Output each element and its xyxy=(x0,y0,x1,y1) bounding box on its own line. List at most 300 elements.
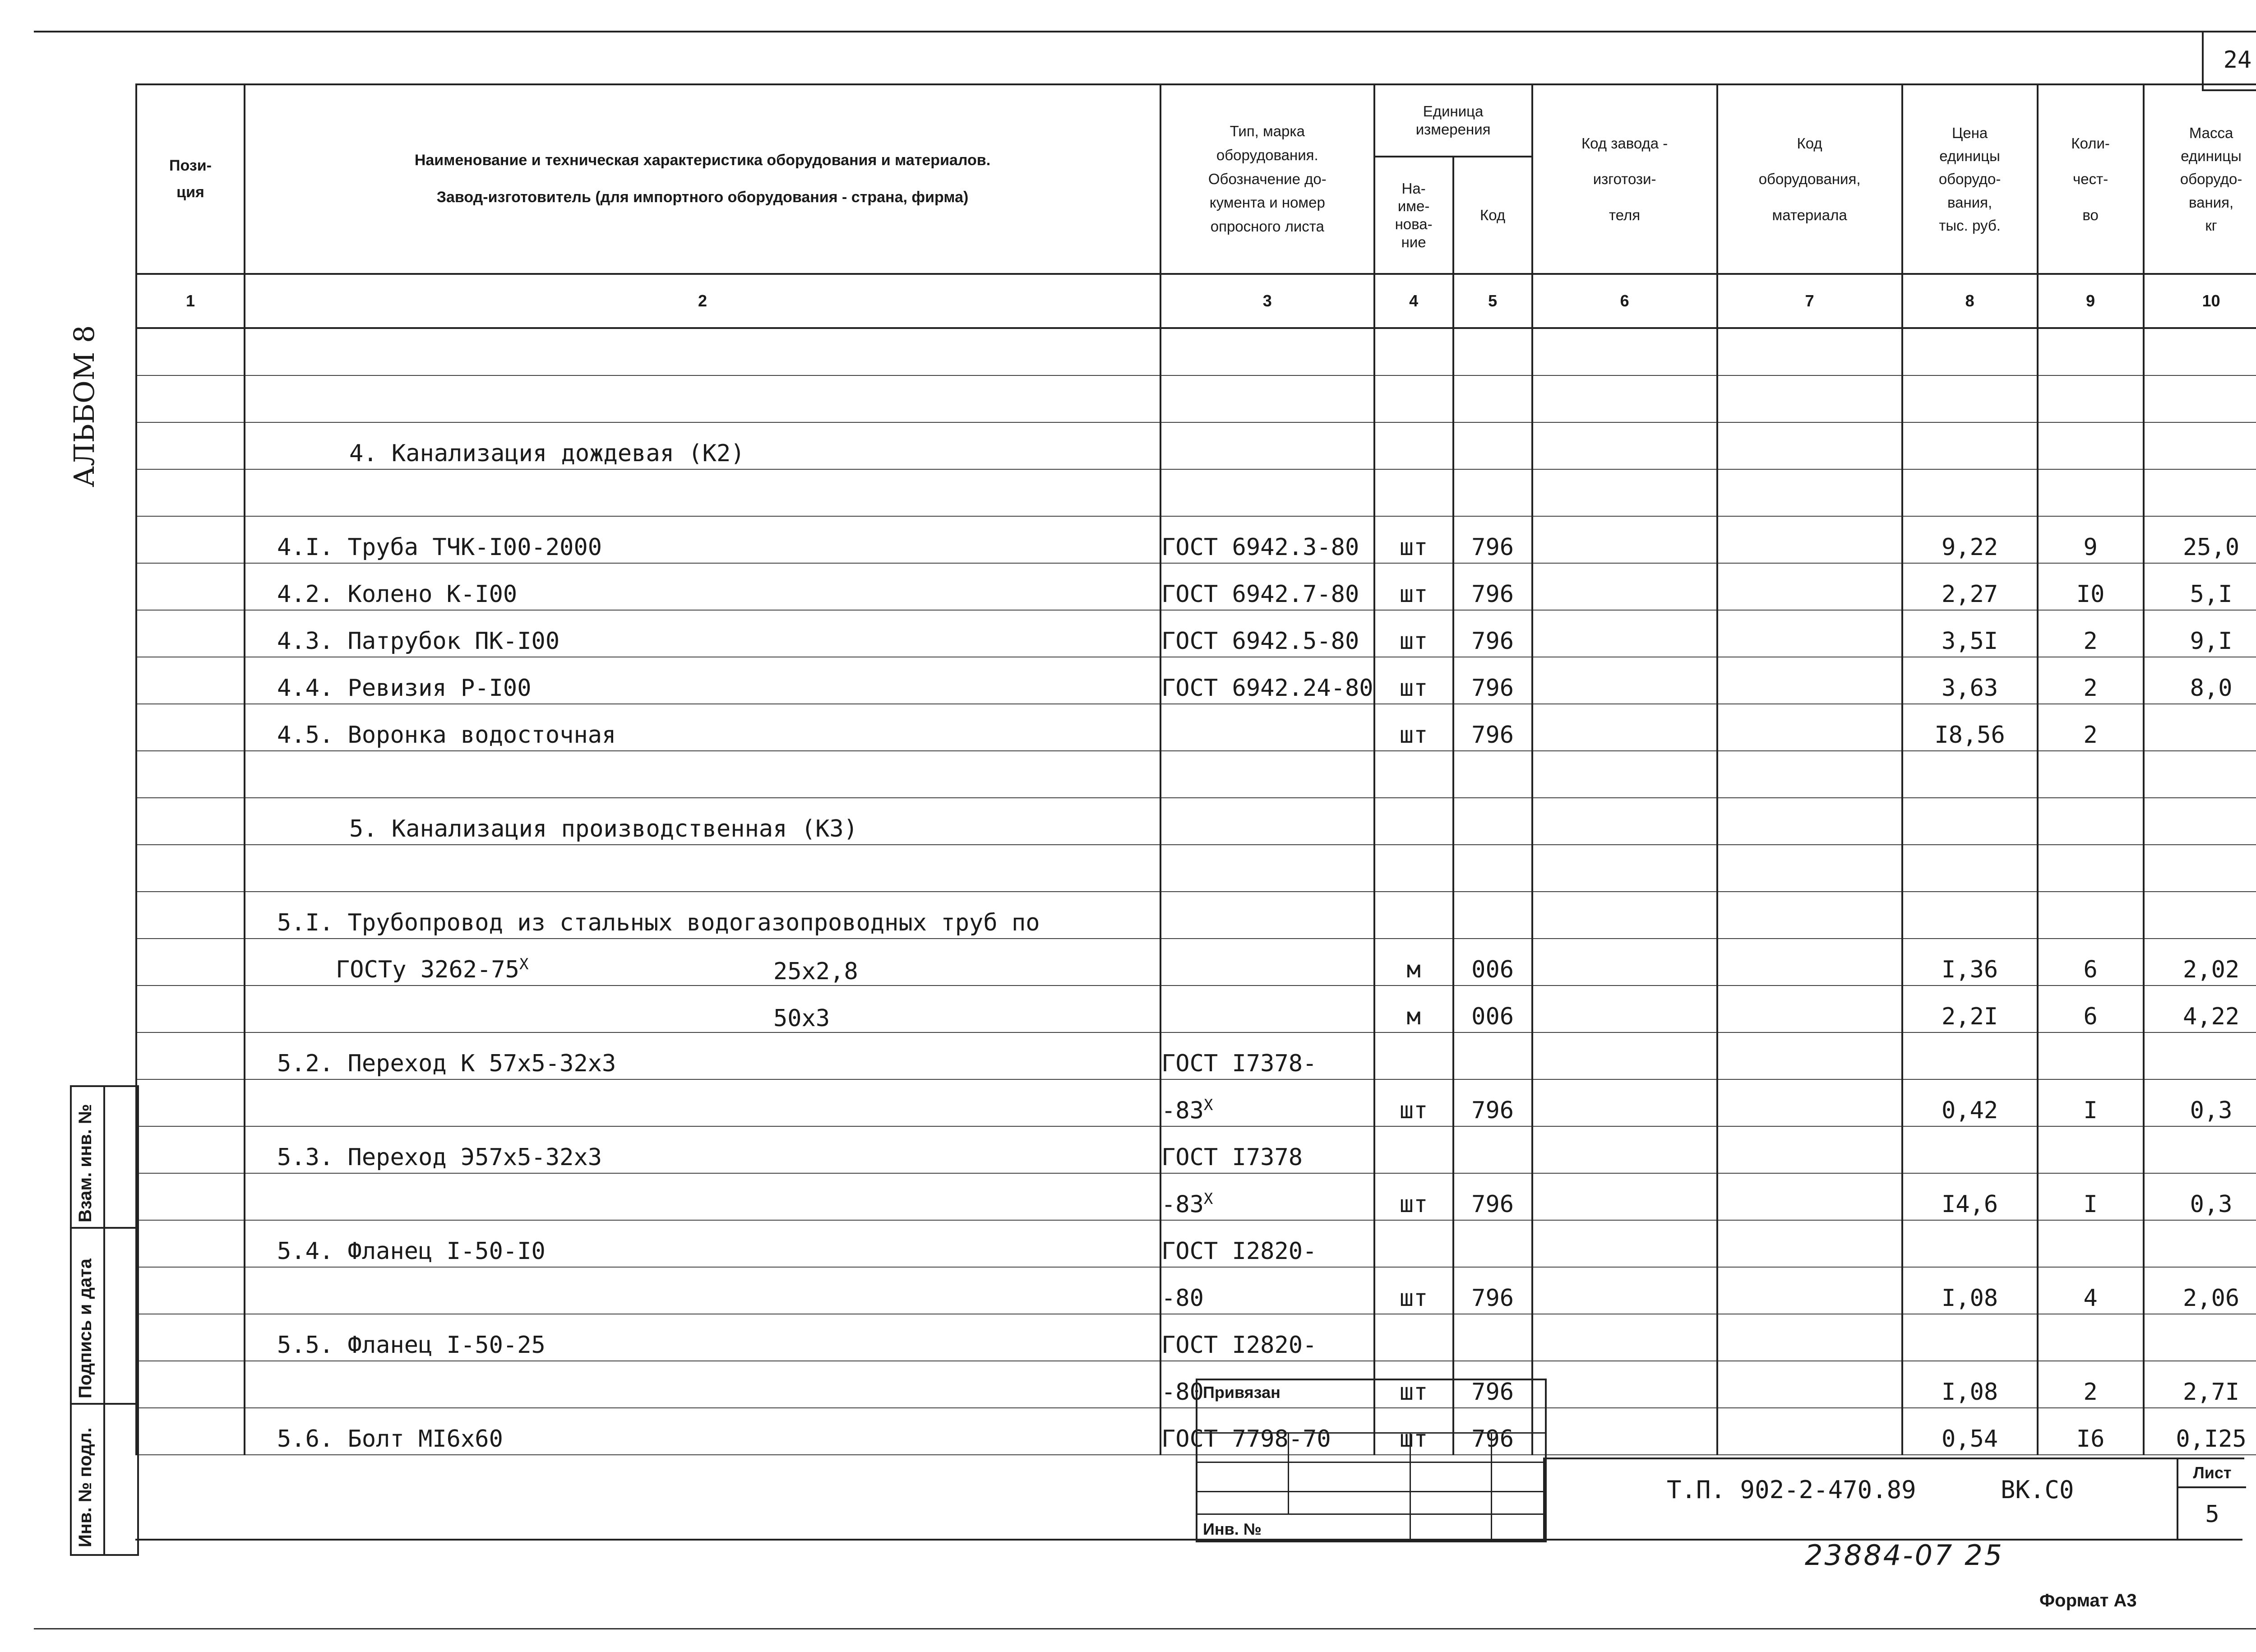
cell-quantity: 2 xyxy=(2038,1361,2144,1408)
cell-quantity: I xyxy=(2038,1173,2144,1220)
format-label: Формат А3 xyxy=(2039,1591,2137,1610)
cell-name xyxy=(245,986,1160,1032)
cell-type xyxy=(1160,516,1374,563)
cell-factory-code xyxy=(1532,1361,1717,1408)
cell-mass: 2,06 xyxy=(2144,1267,2256,1314)
cell-factory-code xyxy=(1532,704,1717,751)
cell-unit xyxy=(1374,1032,1453,1079)
cell-factory-code xyxy=(1532,328,1717,375)
header-unit: Единица измерения xyxy=(1374,84,1532,157)
cell-unit: шт xyxy=(1374,657,1453,704)
cell-type xyxy=(1160,1314,1374,1361)
cell-unit: шт xyxy=(1374,704,1453,751)
cell-unit: шт xyxy=(1374,1267,1453,1314)
cell-material-code xyxy=(1717,751,1902,798)
cell-position xyxy=(136,986,245,1032)
cell-factory-code xyxy=(1532,986,1717,1032)
cell-material-code xyxy=(1717,1314,1902,1361)
table-row xyxy=(136,328,2256,375)
cell-material-code xyxy=(1717,657,1902,704)
cell-price: I8,56 xyxy=(1902,704,2038,751)
cell-name xyxy=(245,328,1160,375)
cell-name xyxy=(245,1079,1160,1126)
item-type: ГОСТ 6942.24-80 xyxy=(1161,675,1373,702)
cell-code xyxy=(1453,892,1532,939)
cell-material-code xyxy=(1717,422,1902,469)
cell-price: 3,63 xyxy=(1902,657,2038,704)
cell-price xyxy=(1902,1314,2038,1361)
cell-factory-code xyxy=(1532,1408,1717,1455)
item-name: 4.2. Колено К-I00 xyxy=(277,581,518,608)
cell-price xyxy=(1902,751,2038,798)
table-row xyxy=(136,1173,2256,1220)
side-cell-inv-original xyxy=(72,1403,137,1552)
cell-quantity: 2 xyxy=(2038,610,2144,657)
cell-name xyxy=(245,892,1160,939)
cell-mass xyxy=(2144,798,2256,845)
cell-factory-code xyxy=(1532,892,1717,939)
header-unit-name: На- име- нова- ние xyxy=(1374,157,1453,274)
binding-title: Привязан xyxy=(1203,1383,1281,1402)
cell-price: 2,27 xyxy=(1902,563,2038,610)
cell-mass: 9,I xyxy=(2144,610,2256,657)
binding-divider xyxy=(1491,1432,1492,1541)
cell-code: 796 xyxy=(1453,1267,1532,1314)
header-position: Пози- ция xyxy=(136,84,245,274)
cell-mass: 4,22 xyxy=(2144,986,2256,1032)
cell-name xyxy=(245,610,1160,657)
table-row xyxy=(136,798,2256,845)
side-cell-sign-date xyxy=(72,1227,137,1405)
table-row xyxy=(136,704,2256,751)
column-numbers-row xyxy=(136,274,2256,328)
table-row xyxy=(136,1314,2256,1361)
cell-mass xyxy=(2144,375,2256,422)
binding-line xyxy=(1197,1432,1545,1434)
cell-quantity xyxy=(2038,469,2144,516)
col-number: 1 xyxy=(136,274,245,328)
title-stamp xyxy=(1543,1458,2244,1541)
item-name: 5.2. Переход К 57x5-32x3 xyxy=(277,1050,616,1077)
cell-factory-code xyxy=(1532,422,1717,469)
album-label: АЛЬБОМ 8 xyxy=(68,325,101,487)
cell-material-code xyxy=(1717,563,1902,610)
cell-type xyxy=(1160,986,1374,1032)
cell-code: 796 xyxy=(1453,610,1532,657)
cell-unit: шт xyxy=(1374,1173,1453,1220)
cell-quantity xyxy=(2038,1126,2144,1173)
cell-type xyxy=(1160,939,1374,986)
cell-quantity: I6 xyxy=(2038,1408,2144,1455)
cell-material-code xyxy=(1717,1126,1902,1173)
cell-mass xyxy=(2144,1126,2256,1173)
cell-type xyxy=(1160,798,1374,845)
side-label-inv-replace: Взам. инв. № xyxy=(75,1104,95,1222)
item-name: 4.4. Ревизия Р-I00 xyxy=(277,675,532,702)
cell-type xyxy=(1160,422,1374,469)
cell-code: 796 xyxy=(1453,1079,1532,1126)
col-number: 7 xyxy=(1717,274,1902,328)
table-row xyxy=(136,1126,2256,1173)
cell-type xyxy=(1160,1267,1374,1314)
cell-position xyxy=(136,798,245,845)
table-row xyxy=(136,845,2256,892)
cell-price xyxy=(1902,328,2038,375)
cell-quantity xyxy=(2038,1220,2144,1267)
item-type: ГОСТ I2820- xyxy=(1161,1332,1317,1359)
cell-factory-code xyxy=(1532,375,1717,422)
sheet-number: 24 xyxy=(2202,31,2256,91)
cell-price: 3,5I xyxy=(1902,610,2038,657)
cell-name xyxy=(245,375,1160,422)
binding-line xyxy=(1197,1491,1545,1492)
specification-table xyxy=(135,83,2256,1455)
cell-price xyxy=(1902,798,2038,845)
table-row xyxy=(136,751,2256,798)
cell-factory-code xyxy=(1532,1032,1717,1079)
item-name: 4.5. Воронка водосточная xyxy=(277,722,616,749)
cell-mass xyxy=(2144,892,2256,939)
header-factory-code: Код завода - изготози- теля xyxy=(1532,84,1717,274)
cell-type xyxy=(1160,1173,1374,1220)
cell-factory-code xyxy=(1532,1126,1717,1173)
table-row xyxy=(136,469,2256,516)
cell-factory-code xyxy=(1532,610,1717,657)
cell-type xyxy=(1160,1032,1374,1079)
cell-material-code xyxy=(1717,704,1902,751)
cell-material-code xyxy=(1717,1173,1902,1220)
cell-mass: 25,0 xyxy=(2144,516,2256,563)
item-type: ГОСТ 6942.7-80 xyxy=(1161,581,1359,608)
cell-unit: шт xyxy=(1374,1408,1453,1455)
cell-position xyxy=(136,1126,245,1173)
cell-unit: шт xyxy=(1374,563,1453,610)
table-row xyxy=(136,375,2256,422)
col-number: 3 xyxy=(1160,274,1374,328)
cell-position xyxy=(136,657,245,704)
cell-mass xyxy=(2144,328,2256,375)
cell-unit xyxy=(1374,469,1453,516)
cell-code: 796 xyxy=(1453,516,1532,563)
item-type: -83 xyxy=(1161,1097,1204,1124)
cell-code: 796 xyxy=(1453,704,1532,751)
cell-material-code xyxy=(1717,375,1902,422)
cell-position xyxy=(136,516,245,563)
cell-quantity: 6 xyxy=(2038,986,2144,1032)
cell-type xyxy=(1160,375,1374,422)
cell-mass xyxy=(2144,422,2256,469)
cell-quantity xyxy=(2038,422,2144,469)
cell-price: 9,22 xyxy=(1902,516,2038,563)
item-name: 5.4. Фланец I-50-I0 xyxy=(277,1238,546,1265)
cell-code xyxy=(1453,1126,1532,1173)
col-number: 4 xyxy=(1374,274,1453,328)
cell-position xyxy=(136,751,245,798)
cell-name xyxy=(245,422,1160,469)
cell-quantity xyxy=(2038,751,2144,798)
cell-material-code xyxy=(1717,1079,1902,1126)
item-name: 4.3. Патрубок ПК-I00 xyxy=(277,628,560,655)
cell-position xyxy=(136,1032,245,1079)
cell-quantity: 2 xyxy=(2038,657,2144,704)
cell-quantity: 6 xyxy=(2038,939,2144,986)
cell-mass xyxy=(2144,1314,2256,1361)
cell-material-code xyxy=(1717,845,1902,892)
binding-line xyxy=(1197,1513,1545,1515)
cell-quantity xyxy=(2038,845,2144,892)
cell-type xyxy=(1160,469,1374,516)
table-body xyxy=(136,328,2256,1455)
cell-code: 006 xyxy=(1453,939,1532,986)
document-code: ВК.С0 xyxy=(2001,1476,2074,1504)
cell-name xyxy=(245,657,1160,704)
cell-code: 796 xyxy=(1453,657,1532,704)
document-number: Т.П. 902-2-470.89 xyxy=(1667,1476,1916,1504)
col-number: 2 xyxy=(245,274,1160,328)
item-name: 4.I. Труба ТЧК-I00-2000 xyxy=(277,534,602,561)
cell-factory-code xyxy=(1532,1220,1717,1267)
cell-position xyxy=(136,422,245,469)
col-number: 6 xyxy=(1532,274,1717,328)
cell-factory-code xyxy=(1532,845,1717,892)
item-name: 5.3. Переход Э57x5-32x3 xyxy=(277,1144,602,1171)
cell-mass: 5,I xyxy=(2144,563,2256,610)
cell-mass xyxy=(2144,469,2256,516)
cell-material-code xyxy=(1717,798,1902,845)
cell-price: 0,42 xyxy=(1902,1079,2038,1126)
side-cell-inv-replace xyxy=(72,1087,137,1229)
cell-position xyxy=(136,892,245,939)
item-type: ГОСТ I7378- xyxy=(1161,1050,1317,1077)
cell-material-code xyxy=(1717,1361,1902,1408)
item-type: ГОСТ 7798-70 xyxy=(1161,1425,1331,1453)
cell-factory-code xyxy=(1532,469,1717,516)
header-type: Тип, марка оборудования. Обозначение до- кумента и номер опросного листа xyxy=(1160,84,1374,274)
cell-quantity: I0 xyxy=(2038,563,2144,610)
cell-type xyxy=(1160,704,1374,751)
cell-quantity: 9 xyxy=(2038,516,2144,563)
cell-quantity: 2 xyxy=(2038,704,2144,751)
cell-unit xyxy=(1374,1314,1453,1361)
cell-price xyxy=(1902,422,2038,469)
col-number: 10 xyxy=(2144,274,2256,328)
cell-unit xyxy=(1374,1126,1453,1173)
cell-quantity xyxy=(2038,1314,2144,1361)
cell-material-code xyxy=(1717,516,1902,563)
cell-quantity xyxy=(2038,328,2144,375)
cell-price: I,36 xyxy=(1902,939,2038,986)
cell-position xyxy=(136,375,245,422)
item-type: ГОСТ I2820- xyxy=(1161,1238,1317,1265)
item-type: -80 xyxy=(1161,1379,1204,1406)
cell-factory-code xyxy=(1532,1079,1717,1126)
item-type-superscript: X xyxy=(1203,1096,1213,1114)
side-label-sign-date: Подпись и дата xyxy=(75,1259,95,1398)
table-row xyxy=(136,892,2256,939)
cell-unit: шт xyxy=(1374,516,1453,563)
cell-factory-code xyxy=(1532,939,1717,986)
binding-inv-label: Инв. № xyxy=(1203,1520,1262,1538)
cell-code: 796 xyxy=(1453,1408,1532,1455)
item-name: ГОСТу 3262-75 xyxy=(336,956,519,983)
cell-quantity: 4 xyxy=(2038,1267,2144,1314)
binding-divider xyxy=(1410,1432,1411,1541)
item-name: 5.5. Фланец I-50-25 xyxy=(277,1332,546,1359)
cell-price: I,08 xyxy=(1902,1361,2038,1408)
cell-quantity xyxy=(2038,798,2144,845)
cell-unit xyxy=(1374,422,1453,469)
cell-material-code xyxy=(1717,986,1902,1032)
stamp-sheet-label: Лист xyxy=(2178,1459,2246,1488)
cell-mass: 0,3 xyxy=(2144,1173,2256,1220)
cell-type xyxy=(1160,892,1374,939)
cell-type xyxy=(1160,1126,1374,1173)
cell-mass xyxy=(2144,845,2256,892)
cell-price xyxy=(1902,892,2038,939)
cell-code xyxy=(1453,845,1532,892)
cell-quantity: I xyxy=(2038,1079,2144,1126)
cell-position xyxy=(136,1079,245,1126)
cell-name xyxy=(245,751,1160,798)
cell-code xyxy=(1453,1032,1532,1079)
cell-price xyxy=(1902,1220,2038,1267)
cell-quantity xyxy=(2038,1032,2144,1079)
item-type: -83 xyxy=(1161,1191,1204,1218)
item-name: 5. Канализация производственная (К3) xyxy=(349,815,858,842)
cell-mass: 2,7I xyxy=(2144,1361,2256,1408)
cell-material-code xyxy=(1717,939,1902,986)
binding-divider xyxy=(1288,1432,1289,1513)
item-type: ГОСТ 6942.3-80 xyxy=(1161,534,1359,561)
item-type-superscript: X xyxy=(1203,1189,1213,1208)
cell-code xyxy=(1453,422,1532,469)
cell-position xyxy=(136,328,245,375)
header-material-code: Код оборудования, материала xyxy=(1717,84,1902,274)
cell-code: 796 xyxy=(1453,1361,1532,1408)
cell-mass: 0,I25 xyxy=(2144,1408,2256,1455)
cell-code: 006 xyxy=(1453,986,1532,1032)
cell-unit xyxy=(1374,375,1453,422)
cell-material-code xyxy=(1717,1220,1902,1267)
cell-position xyxy=(136,1361,245,1408)
cell-name xyxy=(245,704,1160,751)
table-row xyxy=(136,657,2256,704)
item-type: ГОСТ I7378 xyxy=(1161,1144,1303,1171)
col-number: 8 xyxy=(1902,274,2038,328)
header-name: Наименование и техническая характеристика оборудования и материалов. Завод-изготовитель (для импортного оборудования - страна, фирма) xyxy=(245,84,1160,274)
sheet-bottom-rule xyxy=(34,1628,2256,1629)
cell-code: 796 xyxy=(1453,1173,1532,1220)
cell-type xyxy=(1160,610,1374,657)
stamp-sheet-box xyxy=(2177,1459,2246,1541)
cell-name xyxy=(245,1314,1160,1361)
cell-name xyxy=(245,469,1160,516)
col-number: 5 xyxy=(1453,274,1532,328)
cell-code xyxy=(1453,798,1532,845)
item-dimension: 25x2,8 xyxy=(773,958,858,985)
cell-type xyxy=(1160,845,1374,892)
cell-name xyxy=(245,1361,1160,1408)
table-row xyxy=(136,1079,2256,1126)
item-type: ГОСТ 6942.5-80 xyxy=(1161,628,1359,655)
header-quantity: Коли- чест- во xyxy=(2038,84,2144,274)
cell-factory-code xyxy=(1532,798,1717,845)
cell-code xyxy=(1453,469,1532,516)
cell-name xyxy=(245,1220,1160,1267)
cell-mass xyxy=(2144,1220,2256,1267)
cell-code xyxy=(1453,1220,1532,1267)
cell-price xyxy=(1902,375,2038,422)
header-unit-code: Код xyxy=(1453,157,1532,274)
cell-mass xyxy=(2144,751,2256,798)
cell-price: 2,2I xyxy=(1902,986,2038,1032)
table-row xyxy=(136,610,2256,657)
cell-position xyxy=(136,1314,245,1361)
cell-factory-code xyxy=(1532,657,1717,704)
cell-material-code xyxy=(1717,610,1902,657)
cell-unit xyxy=(1374,845,1453,892)
side-label-inv-original: Инв. № подл. xyxy=(75,1427,95,1547)
cell-price xyxy=(1902,469,2038,516)
cell-position xyxy=(136,1220,245,1267)
cell-position xyxy=(136,610,245,657)
cell-name xyxy=(245,1173,1160,1220)
cell-factory-code xyxy=(1532,1173,1717,1220)
cell-mass xyxy=(2144,1032,2256,1079)
table-row xyxy=(136,563,2256,610)
cell-factory-code xyxy=(1532,1314,1717,1361)
cell-position xyxy=(136,939,245,986)
table-row xyxy=(136,1032,2256,1079)
cell-unit xyxy=(1374,751,1453,798)
table-row xyxy=(136,939,2256,986)
cell-material-code xyxy=(1717,1267,1902,1314)
item-dimension: 50x3 xyxy=(773,1005,830,1032)
table-row xyxy=(136,422,2256,469)
cell-factory-code xyxy=(1532,1267,1717,1314)
cell-name xyxy=(245,798,1160,845)
cell-type xyxy=(1160,751,1374,798)
cell-price: 0,54 xyxy=(1902,1408,2038,1455)
cell-material-code xyxy=(1717,1032,1902,1079)
table-row xyxy=(136,1267,2256,1314)
cell-price xyxy=(1902,845,2038,892)
col-number: 9 xyxy=(2038,274,2144,328)
cell-code xyxy=(1453,1314,1532,1361)
cell-mass: 0,3 xyxy=(2144,1079,2256,1126)
cell-unit xyxy=(1374,1220,1453,1267)
item-name-superscript: X xyxy=(519,955,529,973)
cell-type xyxy=(1160,1220,1374,1267)
cell-unit: м xyxy=(1374,939,1453,986)
cell-type xyxy=(1160,328,1374,375)
stamp-sheet-value: 5 xyxy=(2205,1501,2219,1528)
cell-material-code xyxy=(1717,1408,1902,1455)
cell-mass: 8,0 xyxy=(2144,657,2256,704)
item-type: -80 xyxy=(1161,1285,1204,1312)
cell-name xyxy=(245,1408,1160,1455)
cell-price xyxy=(1902,1126,2038,1173)
cell-position xyxy=(136,469,245,516)
cell-code xyxy=(1453,328,1532,375)
cell-position xyxy=(136,563,245,610)
side-stamp xyxy=(70,1085,139,1556)
header-price: Цена единицы оборудо- вания, тыс. руб. xyxy=(1902,84,2038,274)
table-row xyxy=(136,1220,2256,1267)
binding-block xyxy=(1196,1379,1547,1542)
cell-quantity xyxy=(2038,375,2144,422)
item-name: 4. Канализация дождевая (К2) xyxy=(349,440,745,467)
